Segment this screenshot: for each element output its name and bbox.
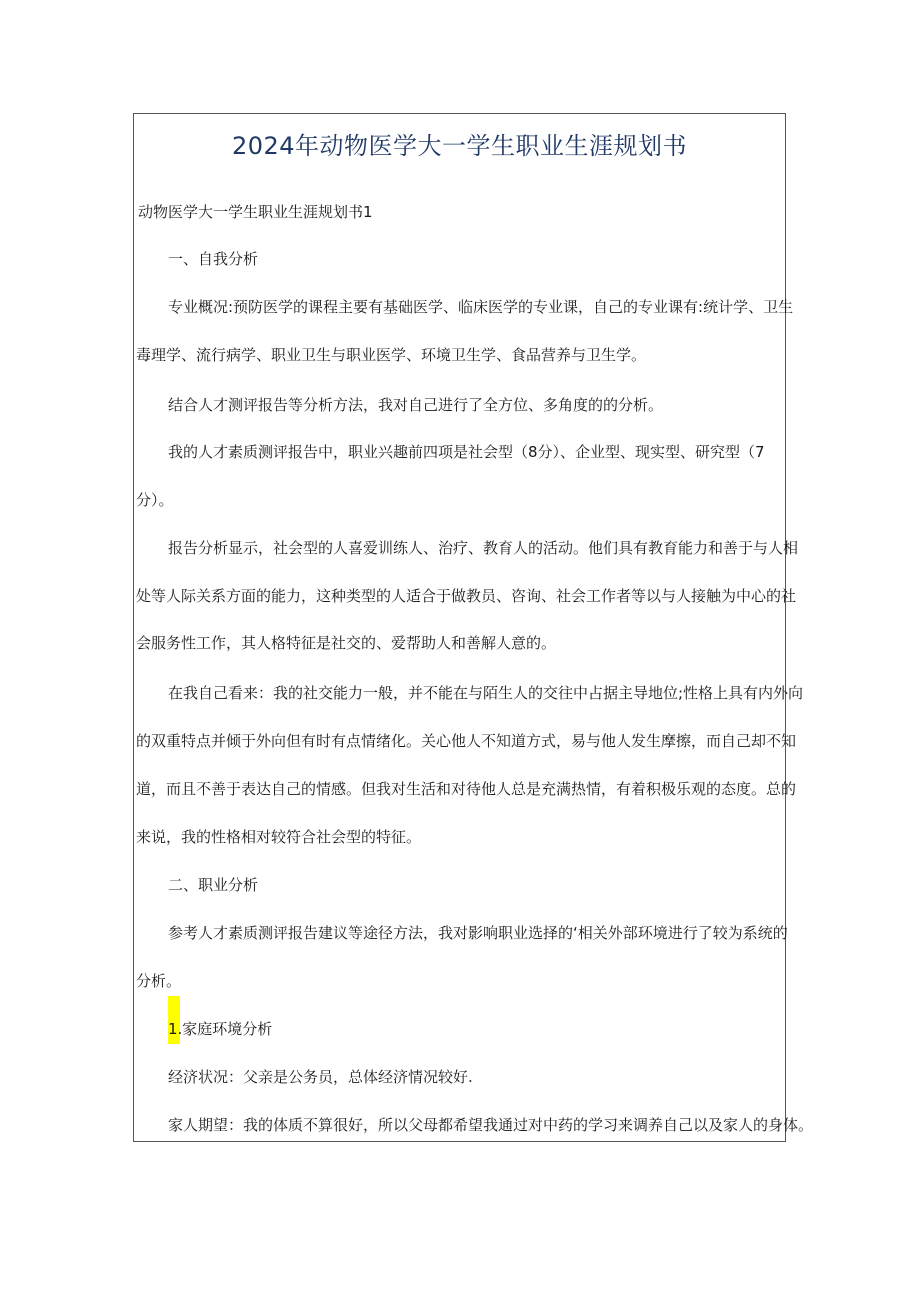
document-title: 2024年动物医学大一学生职业生涯规划书 <box>231 132 688 160</box>
paragraph-line: 经济状况：父亲是公务员，总体经济情况较好. <box>168 1068 473 1086</box>
heading-self-analysis: 一、自我分析 <box>168 250 259 268</box>
paragraph-line: 来说，我的性格相对较符合社会型的特征。 <box>136 828 422 846</box>
paragraph-line: 我的人才素质测评报告中，职业兴趣前四项是社会型（8分）、企业型、现实型、研究型（7 <box>168 443 765 461</box>
document-frame <box>133 113 814 1142</box>
section-subtitle: 动物医学大一学生职业生涯规划书1 <box>138 203 373 221</box>
paragraph-line: 毒理学、流行病学、职业卫生与职业医学、环境卫生学、食品营养与卫生学。 <box>136 346 647 364</box>
paragraph-line: 道，而且不善于表达自己的情感。但我对生活和对待他人总是充满热情，有着积极乐观的态度。总的 <box>136 780 797 798</box>
heading-career-analysis: 二、职业分析 <box>168 876 259 894</box>
paragraph-line: 参考人才素质测评报告建议等途径方法，我对影响职业选择的‘相关外部环境进行了较为系统的 <box>168 924 788 942</box>
paragraph-line: 分）。 <box>136 491 174 509</box>
paragraph-line: 专业概况:预防医学的课程主要有基础医学、临床医学的专业课，自己的专业课有:统计学、卫生 <box>168 298 794 316</box>
paragraph-line: 结合人才测评报告等分析方法，我对自己进行了全方位、多角度的的分析。 <box>168 396 664 414</box>
paragraph-line: 的双重特点并倾于外向但有时有点情绪化。关心他人不知道方式，易与他人发生摩擦，而自己却不知 <box>136 732 797 750</box>
paragraph-line: 家人期望：我的体质不算很好，所以父母都希望我通过对中药的学习来调养自己以及家人的身体。 <box>168 1116 814 1134</box>
heading-family-environment: 1.家庭环境分析 <box>168 1020 273 1038</box>
paragraph-line: 会服务性工作，其人格特征是社交的、爱帮助人和善解人意的。 <box>136 634 557 652</box>
paragraph-line: 处等人际关系方面的能力，这种类型的人适合于做教员、咨询、社会工作者等以与人接触为中心的社 <box>136 587 797 605</box>
paragraph-line: 分析。 <box>136 972 182 990</box>
paragraph-line: 在我自己看来：我的社交能力一般，并不能在与陌生人的交往中占据主导地位;性格上具有内外向 <box>168 684 804 702</box>
paragraph-line: 报告分析显示，社会型的人喜爱训练人、治疗、教育人的活动。他们具有教育能力和善于与人相 <box>168 539 799 557</box>
